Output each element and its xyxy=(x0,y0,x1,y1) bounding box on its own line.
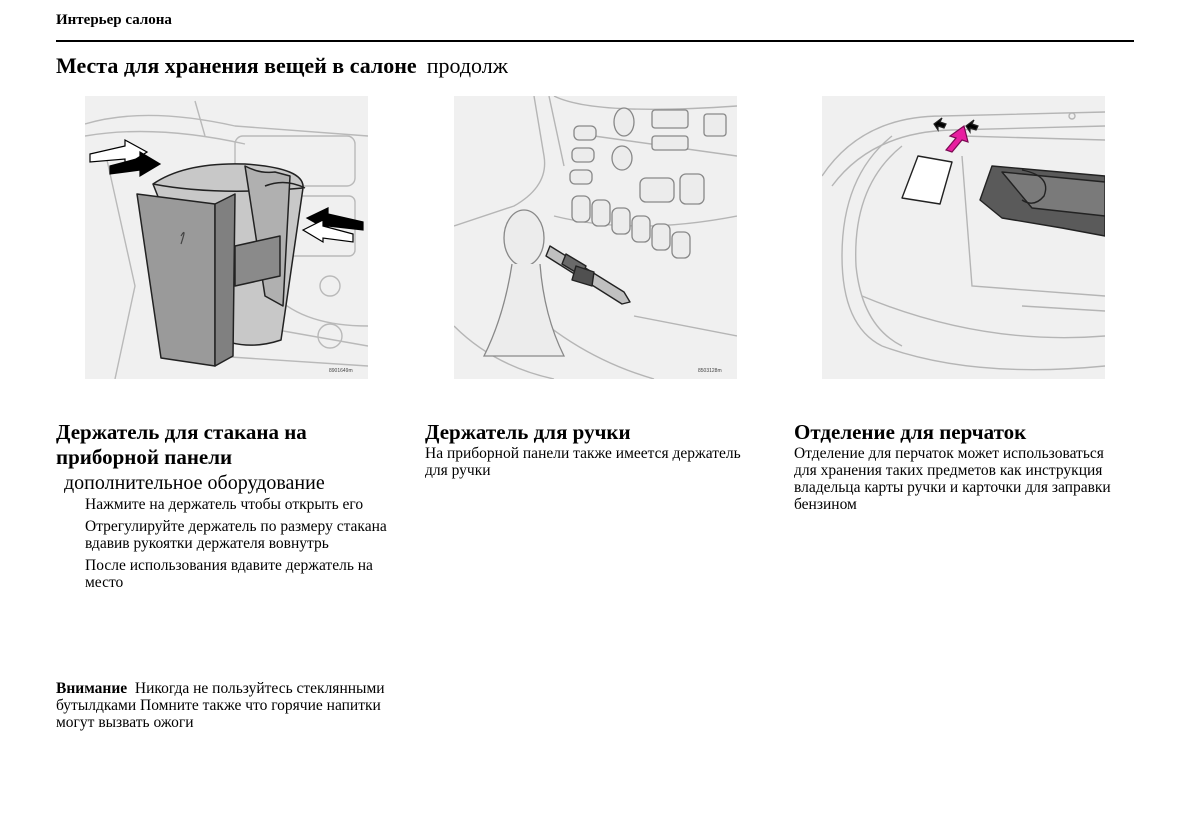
glove-box-text: Отделение для перчаток может использоваться для хранения таких предметов как инструкция владельца карты ручки и карточки для заправки бензином xyxy=(794,445,1111,513)
cup-holder-subtitle: дополнительное оборудование xyxy=(64,472,325,494)
warning-label: Внимание xyxy=(56,680,128,697)
figure-code: 8901649m xyxy=(329,368,353,374)
glove-box-title: Отделение для перчаток xyxy=(794,420,1027,444)
cup-holder-step: Отрегулируйте держатель по размеру стакана вдавив рукоятки держателя вовнутрь xyxy=(85,518,387,552)
cup-holder-step: После использования вдавите держатель на место xyxy=(85,557,373,591)
page-title-continuation: продолж xyxy=(426,53,508,78)
warning-note xyxy=(56,680,396,731)
figure-code: 8503128m xyxy=(698,368,722,374)
pen-holder-illustration xyxy=(454,96,737,379)
pen-holder-title: Держатель для ручки xyxy=(425,420,631,444)
pen-holder-section xyxy=(425,420,760,479)
cup-holder-section xyxy=(56,420,391,596)
cup-holder-step: Нажмите на держатель чтобы открыть его xyxy=(85,496,364,513)
cup-holder-title: Держатель для стакана на приборной панели xyxy=(56,420,307,469)
warning-text: Никогда не пользуйтесь стеклянными бутылдками Помните также что горячие напитки могут вызвать ожоги xyxy=(56,680,385,731)
page-title xyxy=(56,52,508,80)
cup-holder-illustration xyxy=(85,96,368,379)
pen-holder-text: На приборной панели также имеется держатель для ручки xyxy=(425,445,741,479)
glove-compartment-illustration xyxy=(822,96,1105,379)
section-header: Интерьер салона xyxy=(56,12,172,28)
page-title-main: Места для хранения вещей в салоне xyxy=(56,53,417,78)
glove-box-section xyxy=(794,420,1129,513)
header-rule xyxy=(56,40,1134,42)
